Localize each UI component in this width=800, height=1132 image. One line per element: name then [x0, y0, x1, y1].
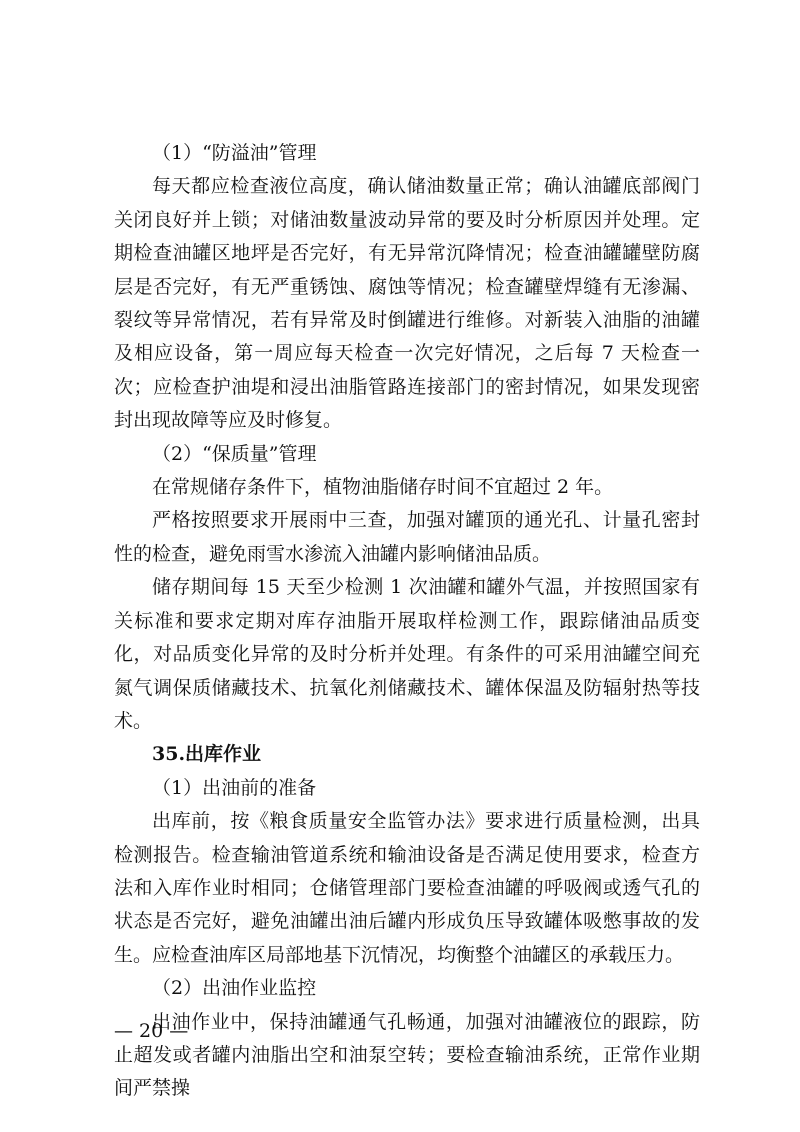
paragraph-storage-duration: 在常规储存条件下，植物油脂储存时间不宜超过 2 年。 — [152, 476, 614, 499]
paragraph-daily-inspection: 每天都应检查液位高度，确认储油数量正常；确认油罐底部阀门关闭良好并上锁；对储油数量波动异常的要及时分析原因并处理。定期检查油罐区地坪是否完好，有无异常沉降情况；检查油罐罐壁防腐层是否完好，有无严重锈蚀、腐蚀等情况；检查罐壁焊缝有无渗漏、裂纹等异常情况，若有异常及时倒罐进行维修。对新装入油脂的油罐及相应设备，第一周应每天检查一次完好情况，之后每 7 天检查一次；应检查护油堤和浸出油脂管路连接部门的密封情况，如果发现密封出现故障等应及时修复。 — [114, 175, 700, 432]
paragraph-discharge-operation: 出油作业中，保持油罐通气孔畅通，加强对油罐液位的跟踪，防止超发或者罐内油脂出空和油泵空转；要检查输油系统，正常作业期间严禁操 — [114, 1010, 700, 1100]
subheading-anti-overflow: （1）“防溢油”管理 — [152, 142, 317, 164]
paragraph-temperature-monitoring: 储存期间每 15 天至少检测 1 次油罐和罐外气温，并按照国家有关标准和要求定期对库存油脂开展取样检测工作，跟踪储油品质变化，对品质变化异常的及时分析并处理。有条件的可采用油罐空间充氮气调保质储藏技术、抗氧化剂储藏技术、罐体保温及防辐射热等技术。 — [114, 576, 700, 732]
paragraph-rain-inspection: 严格按照要求开展雨中三查，加强对罐顶的通光孔、计量孔密封性的检查，避免雨雪水渗流入油罐内影响储油品质。 — [114, 509, 700, 565]
subheading-pre-discharge: （1）出油前的准备 — [152, 776, 317, 799]
paragraph-pre-discharge-checks: 出库前，按《粮食质量安全监管办法》要求进行质量检测，出具检测报告。检查输油管道系统和输油设备是否满足使用要求，检查方法和入库作业时相同；仓储管理部门要检查油罐的呼吸阀或透气孔的状态是否完好，避免油罐出油后罐内形成负压导致罐体吸憋事故的发生。应检查油库区局部地基下沉情况，均衡整个油罐区的承载压力。 — [114, 810, 700, 966]
page-body — [114, 137, 700, 1106]
subheading-discharge-monitoring: （2）出油作业监控 — [152, 977, 317, 1000]
page-number: — 20 — — [114, 1020, 189, 1042]
subheading-quality-assurance: （2）“保质量”管理 — [152, 442, 317, 465]
section-heading-outbound: 35.出库作业 — [152, 743, 262, 766]
